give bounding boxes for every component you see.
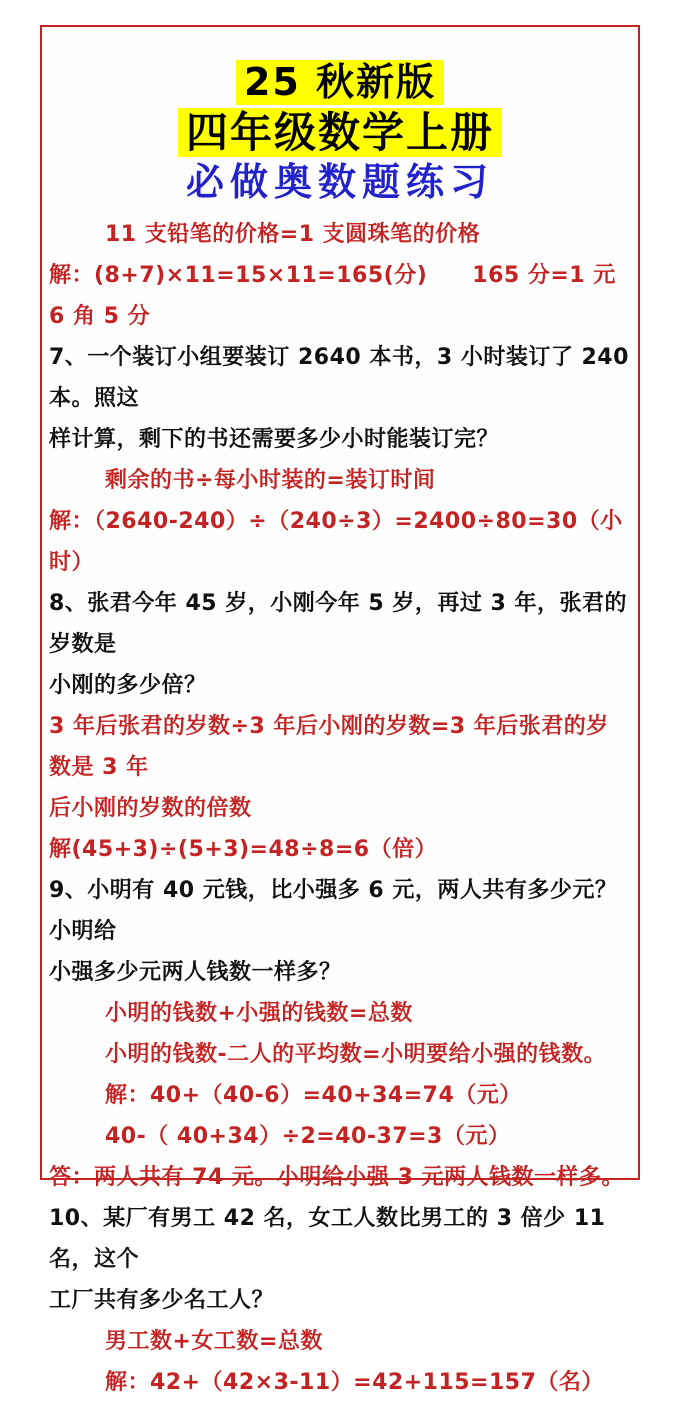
worksheet-line: 10、某厂有男工 42 名，女工人数比男工的 3 倍少 11 名，这个 <box>49 1206 614 1273</box>
title-highlight-edition: 25 秋新版 <box>236 60 444 105</box>
worksheet-line: 11 支铅笔的价格=1 支圆珠笔的价格 <box>105 222 481 248</box>
worksheet-line: 7、一个装订小组要装订 2640 本书，3 小时装订了 240 本。照这 <box>49 345 638 412</box>
title-row-2 <box>42 108 638 157</box>
worksheet-line: 工厂共有多少名工人？ <box>49 1288 275 1314</box>
worksheet-line: 后小刚的岁数的倍数 <box>49 796 252 822</box>
worksheet-line: 小明的钱数-二人的平均数=小明要给小强的钱数。 <box>105 1042 607 1068</box>
worksheet-line: 40-（ 40+34）÷2=40-37=3（元） <box>105 1124 511 1150</box>
worksheet-line: 解：(8+7)×11=15×11=165(分) 165 分=1 元 6 角 5 分 <box>49 263 624 330</box>
worksheet-line: 3 年后张君的岁数÷3 年后小刚的岁数=3 年后张君的岁数是 3 年 <box>49 714 609 781</box>
worksheet-line: 8、张君今年 45 岁，小刚今年 5 岁，再过 3 年，张君的岁数是 <box>49 591 627 658</box>
subtitle-practice: 必做奥数题练习 <box>185 159 494 204</box>
worksheet-line: 剩余的书÷每小时装的=装订时间 <box>105 468 436 494</box>
worksheet-line: 小强多少元两人钱数一样多？ <box>49 960 342 986</box>
worksheet-line: 9、小明有 40 元钱，比小强多 6 元，两人共有多少元？小明给 <box>49 878 618 945</box>
worksheet-lines <box>42 204 638 1403</box>
worksheet-line: 解(45+3)÷(5+3)=48÷8=6（倍） <box>49 837 438 863</box>
worksheet-line: 样计算，剩下的书还需要多少小时能装订完？ <box>49 427 500 453</box>
worksheet-line: 解：（2640-240）÷（240÷3）=2400÷80=30（小时） <box>49 509 623 576</box>
worksheet-line: 小刚的多少倍？ <box>49 673 207 699</box>
worksheet-line: 小明的钱数+小强的钱数=总数 <box>105 1001 413 1027</box>
worksheet-line: 解：40+（40-6）=40+34=74（元） <box>105 1083 522 1109</box>
worksheet-line: 解：42+（42×3-11）=42+115=157（名） <box>105 1370 604 1396</box>
worksheet-line: 答：两人共有 74 元。小明给小强 3 元两人钱数一样多。 <box>49 1165 625 1191</box>
worksheet-header <box>42 27 638 204</box>
worksheet-frame <box>40 25 640 1396</box>
title-highlight-grade: 四年级数学上册 <box>178 108 502 157</box>
worksheet-line: 男工数+女工数=总数 <box>105 1329 323 1355</box>
title-row-1 <box>42 60 638 105</box>
